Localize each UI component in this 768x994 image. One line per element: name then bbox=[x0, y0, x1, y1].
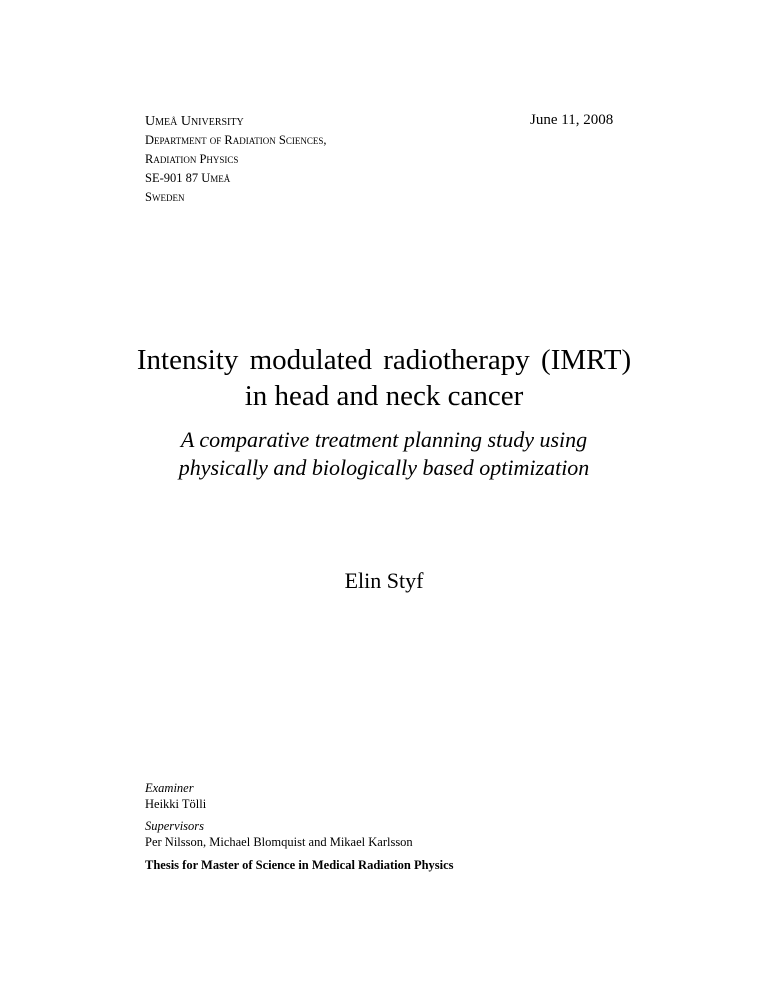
division-name: Radiation Physics bbox=[145, 152, 239, 166]
examiner-label: Examiner bbox=[145, 781, 194, 795]
thesis-subtitle bbox=[0, 426, 768, 482]
document-date: June 11, 2008 bbox=[530, 112, 614, 128]
institution-address bbox=[145, 112, 326, 207]
subtitle-line-1: A comparative treatment planning study using bbox=[180, 427, 588, 452]
thesis-title bbox=[0, 342, 768, 414]
supervisors-names: Per Nilsson, Michael Blomquist and Mikael Karlsson bbox=[145, 835, 413, 849]
department-name: Department of Radiation Sciences, bbox=[145, 133, 327, 147]
subtitle-line-2: physically and biologically based optimization bbox=[178, 455, 590, 480]
title-line-1: Intensity modulated radiotherapy (IMRT) bbox=[136, 344, 632, 376]
supervisors-label: Supervisors bbox=[145, 819, 205, 833]
university-name: Umeå University bbox=[145, 114, 244, 129]
country-name: Sweden bbox=[145, 190, 185, 204]
author-name: Elin Styf bbox=[344, 568, 424, 593]
degree-statement: Thesis for Master of Science in Medical Radiation Physics bbox=[145, 858, 454, 872]
thesis-committee bbox=[145, 780, 413, 850]
examiner-name: Heikki Tölli bbox=[145, 797, 207, 811]
title-line-2: in head and neck cancer bbox=[244, 380, 524, 412]
postal-address: SE-901 87 Umeå bbox=[145, 171, 231, 185]
